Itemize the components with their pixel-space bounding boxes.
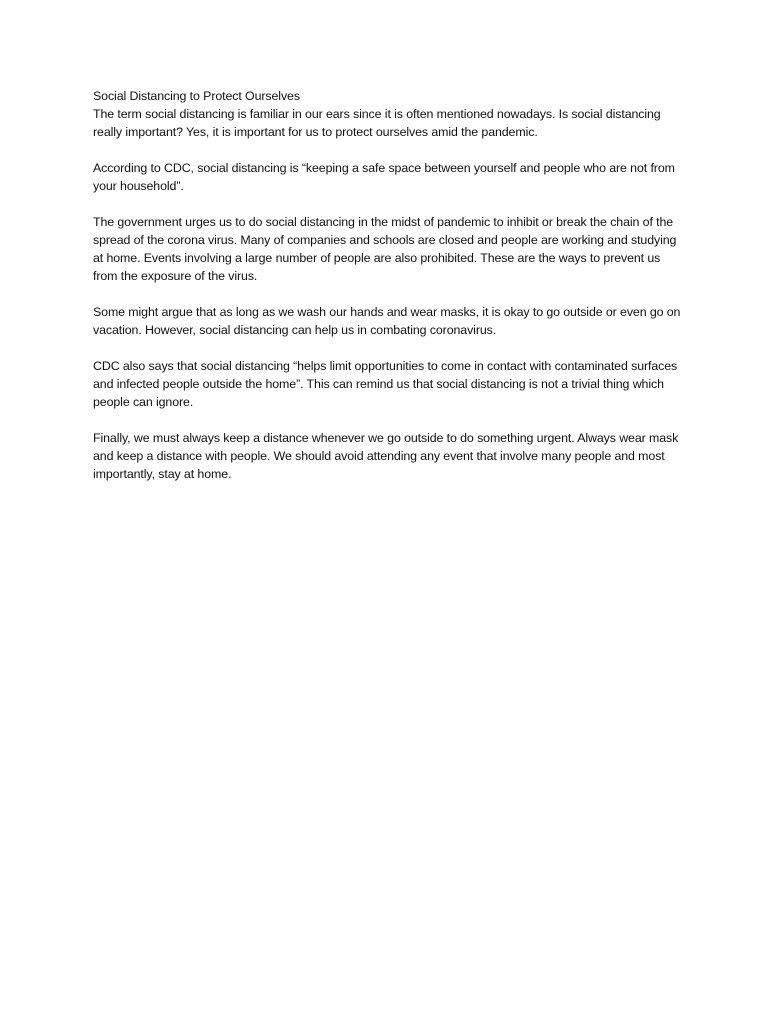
paragraph-cdc-limits: CDC also says that social distancing “helps limit opportunities to come in contact with contaminated surfaces and infected people outside the home”. This can remind us that social distancing is not a trivial thing which people can ignore.	[93, 359, 678, 409]
paragraph-intro: The term social distancing is familiar in our ears since it is often mentioned nowadays. Is social distancing really important? Yes, it is important for us to protect ourselves amid the pandemic.	[93, 107, 661, 139]
document-title: Social Distancing to Protect Ourselves	[93, 89, 300, 103]
paragraph-argument: Some might argue that as long as we wash our hands and wear masks, it is okay to go outside or even go on vacation. However, social distancing can help us in combating coronavirus.	[93, 305, 681, 337]
paragraph-cdc-definition: According to CDC, social distancing is “keeping a safe space between yourself and people who are not from your household”.	[93, 161, 675, 193]
paragraph-government: The government urges us to do social distancing in the midst of pandemic to inhibit or break the chain of the spread of the corona virus. Many of companies and schools are closed and people are working and studying at home. Events involving a large number of people are also prohibited. These are the ways to prevent us from the exposure of the virus.	[93, 215, 677, 283]
document-body	[93, 87, 683, 501]
paragraph-conclusion: Finally, we must always keep a distance whenever we go outside to do something urgent. Always wear mask and keep a distance with people. We should avoid attending any event that involve many people and most importantly, stay at home.	[93, 431, 679, 481]
